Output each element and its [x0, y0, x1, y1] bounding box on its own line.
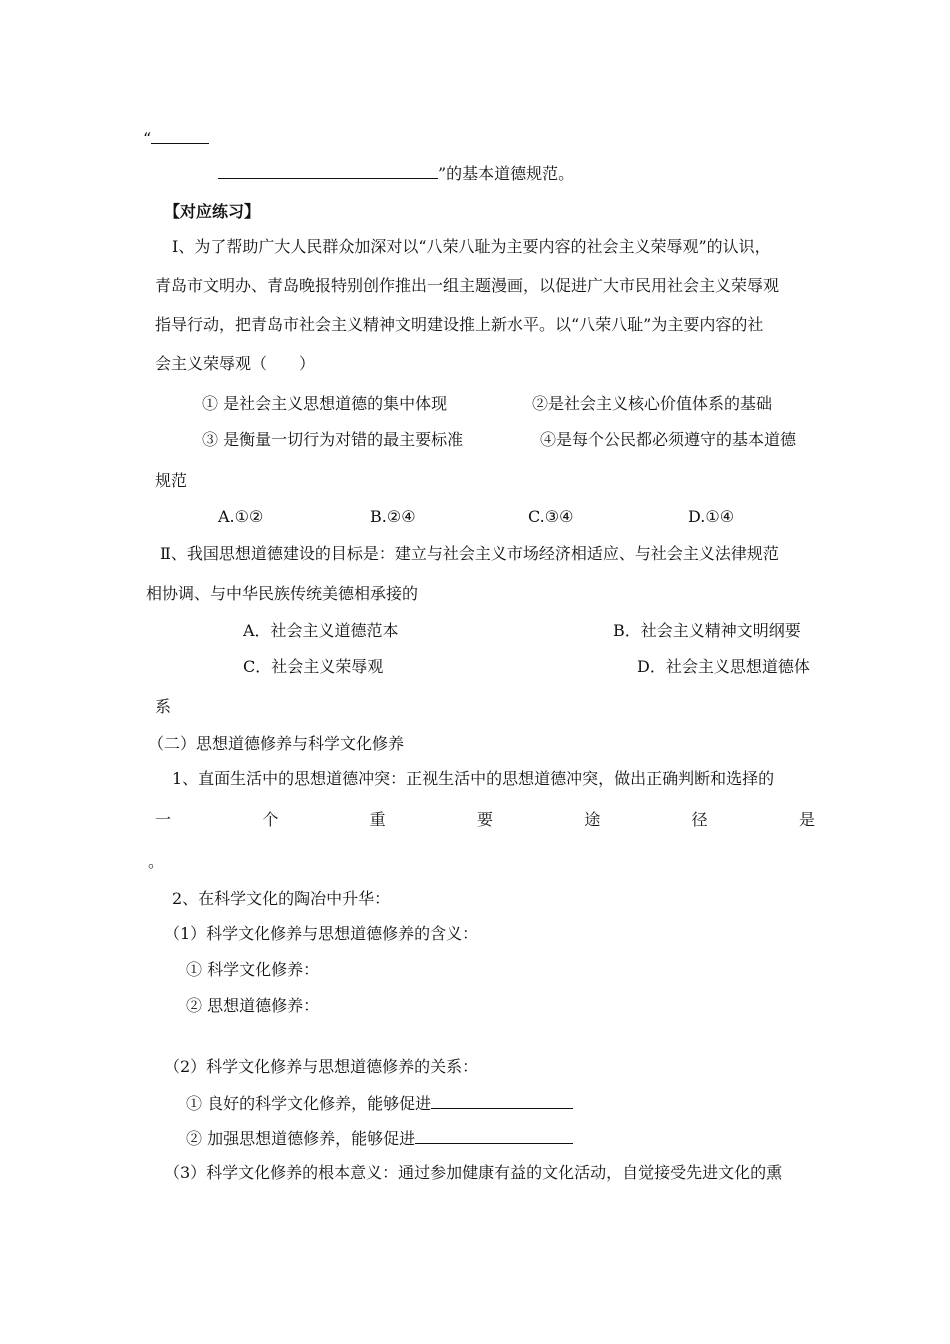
continuation-quote-line	[143, 128, 209, 149]
fill-blank[interactable]	[218, 163, 438, 179]
spread-char: 要	[476, 810, 493, 829]
spread-char: 一	[155, 810, 172, 829]
spread-char: 途	[584, 810, 601, 829]
point-2-2: （2）科学文化修养与思想道德修养的关系：	[164, 1057, 479, 1076]
question-1-line-4: 会主义荣辱观（ ）	[155, 354, 316, 373]
point-1-spread-line	[155, 810, 815, 830]
q2-choice-d-continued: 系	[155, 697, 172, 716]
question-2-line-1: Ⅱ、我国思想道德建设的目标是：建立与社会主义市场经济相适应、与社会主义法律规范	[160, 544, 779, 563]
point-2-2-a-line	[186, 1093, 573, 1114]
fill-blank[interactable]	[415, 1128, 573, 1144]
spread-char: 是	[798, 810, 815, 829]
spread-char: 径	[691, 810, 708, 829]
q2-choice-d[interactable]: D．社会主义思想道德体	[637, 657, 810, 676]
point-2-3: （3）科学文化修养的根本意义：通过参加健康有益的文化活动，自觉接受先进文化的熏	[164, 1163, 783, 1182]
question-1-line-1: Ⅰ、为了帮助广大人民群众加深对以“八荣八耻为主要内容的社会主义荣辱观”的认识，	[172, 237, 771, 256]
continuation-end-line	[218, 163, 574, 184]
practice-heading: 【对应练习】	[164, 202, 261, 221]
point-2-1-b: ② 思想道德修养：	[186, 996, 320, 1015]
q1-choice-b[interactable]: B.②④	[370, 507, 416, 526]
point-2-2-b-line	[186, 1128, 573, 1149]
point-2-2-a: ① 良好的科学文化修养，能够促进	[186, 1094, 432, 1113]
point-1-end: 。	[148, 852, 165, 871]
q1-statement-1: ① 是社会主义思想道德的集中体现	[202, 394, 448, 413]
point-1-line-1: 1、直面生活中的思想道德冲突：正视生活中的思想道德冲突，做出正确判断和选择的	[172, 769, 775, 788]
point-2-1: （1）科学文化修养与思想道德修养的含义：	[164, 924, 479, 943]
open-quote: “	[143, 129, 152, 148]
q1-statement-4-continued: 规范	[155, 471, 188, 490]
fill-blank[interactable]	[431, 1093, 573, 1109]
point-2-1-a: ① 科学文化修养：	[186, 960, 320, 979]
fill-blank[interactable]	[151, 128, 209, 144]
spread-char: 个	[262, 810, 279, 829]
spread-char: 重	[369, 810, 386, 829]
q2-choice-c[interactable]: C．社会主义荣辱观	[243, 657, 384, 676]
q1-statement-3: ③ 是衡量一切行为对错的最主要标准	[202, 430, 464, 449]
question-2-line-2: 相协调、与中华民族传统美德相承接的	[146, 584, 419, 603]
question-1-line-2: 青岛市文明办、青岛晚报特别创作推出一组主题漫画，以促进广大市民用社会主义荣辱观	[155, 276, 780, 295]
point-2-2-b: ② 加强思想道德修养，能够促进	[186, 1129, 416, 1148]
q1-statement-4: ④是每个公民都必须遵守的基本道德	[540, 430, 797, 449]
q1-statement-2: ②是社会主义核心价值体系的基础	[532, 394, 773, 413]
q1-choice-c[interactable]: C.③④	[528, 507, 574, 526]
section-2-title: （二）思想道德修养与科学文化修养	[148, 734, 405, 753]
question-1-line-3: 指导行动，把青岛市社会主义精神文明建设推上新水平。以“八荣八耻”为主要内容的社	[155, 315, 764, 334]
q1-choice-a[interactable]: A.①②	[218, 507, 264, 526]
continuation-text: ”的基本道德规范。	[438, 164, 575, 183]
point-2: 2、在科学文化的陶冶中升华：	[172, 889, 391, 908]
q2-choice-a[interactable]: A．社会主义道德范本	[243, 621, 399, 640]
q1-choice-d[interactable]: D.①④	[688, 507, 735, 526]
q2-choice-b[interactable]: B．社会主义精神文明纲要	[613, 621, 801, 640]
